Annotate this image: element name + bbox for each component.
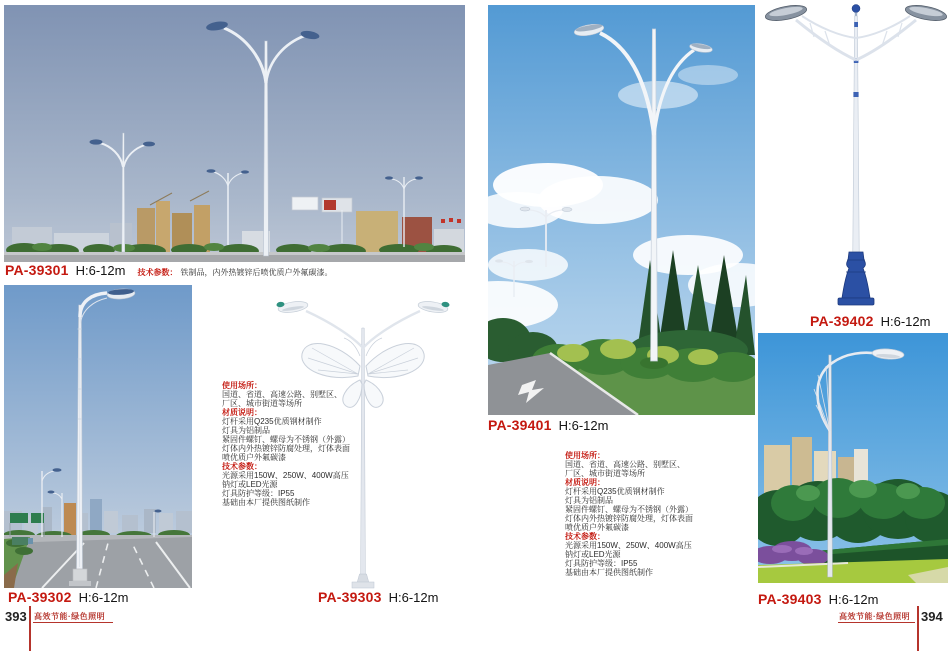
product-height: H:6-12m — [78, 590, 129, 605]
product-height: H:6-12m — [880, 314, 931, 329]
product-code: PA-39403 — [758, 591, 822, 607]
photo-pa-39302-highway-scene — [4, 285, 192, 588]
spec-line: 国道、省道、高速公路、别墅区、 — [222, 390, 342, 399]
footer-slogan-right: 高效节能·绿色照明 — [839, 612, 911, 621]
street-scene-graphic — [4, 5, 465, 262]
product-height: H:6-12m — [558, 418, 609, 433]
caption-pa-39301 — [5, 262, 332, 278]
spec-line: 灯具为铝制品 — [565, 496, 613, 505]
photo-pa-39301-street-scene — [4, 5, 465, 262]
spec-line: 钠灯或LED光源 — [565, 550, 621, 559]
caption-pa-39401 — [488, 417, 608, 433]
spec-usage-title: 使用场所： — [222, 381, 262, 390]
tech-note-title: 技术参数： — [137, 268, 178, 277]
spec-tech-title: 技术参数： — [222, 462, 262, 471]
footer-divider-right — [917, 606, 919, 651]
product-code: PA-39303 — [318, 589, 382, 605]
spec-line: 喷优质户外氟碳漆 — [565, 523, 629, 532]
sky-scene-graphic — [488, 5, 755, 415]
spec-usage-title: 使用场所： — [565, 451, 605, 460]
caption-pa-39303 — [318, 589, 438, 605]
spec-block-left — [222, 381, 350, 507]
product-code: PA-39401 — [488, 417, 552, 433]
caption-pa-39402 — [810, 313, 930, 329]
footer-slogan-left: 高效节能·绿色照明 — [34, 612, 106, 621]
spec-line: 光源采用150W、250W、400W高压 — [222, 471, 349, 480]
product-height: H:6-12m — [828, 592, 879, 607]
spec-line: 灯具防护等级：IP55 — [565, 559, 638, 568]
render-pa-39402-double-arm-lamp — [762, 0, 950, 310]
spec-line: 喷优质户外氟碳漆 — [222, 453, 286, 462]
product-code: PA-39302 — [8, 589, 72, 605]
page-number-left: 393 — [5, 609, 27, 624]
photo-pa-39401-sky-scene — [488, 5, 755, 415]
spec-line: 灯体内外热镀锌防腐处理，灯体表面 — [222, 444, 350, 453]
product-height: H:6-12m — [388, 590, 439, 605]
page-number-right: 394 — [921, 609, 943, 624]
spec-line: 光源采用150W、250W、400W高压 — [565, 541, 692, 550]
spec-line: 国道、省道、高速公路、别墅区、 — [565, 460, 685, 469]
spec-line: 紧固件螺钉、螺母为不锈钢（外露） — [565, 505, 693, 514]
caption-pa-39302 — [8, 589, 128, 605]
product-height: H:6-12m — [75, 263, 126, 278]
spec-line: 灯杆采用Q235优质钢材制作 — [222, 417, 322, 426]
spec-line: 灯杆采用Q235优质钢材制作 — [565, 487, 665, 496]
park-scene-graphic — [758, 333, 948, 583]
spec-line: 灯具防护等级：IP55 — [222, 489, 295, 498]
footer-divider-left — [29, 606, 31, 651]
spec-tech-title: 技术参数： — [565, 532, 605, 541]
spec-line: 钠灯或LED光源 — [222, 480, 278, 489]
spec-material-title: 材质说明： — [565, 478, 605, 487]
spec-line: 厂区、城市街道等场所 — [222, 399, 302, 408]
spec-line: 基础由本厂提供图纸制作 — [565, 568, 653, 577]
product-code: PA-39301 — [5, 262, 69, 278]
caption-pa-39403 — [758, 591, 878, 607]
double-arm-lamp-graphic — [762, 0, 950, 310]
spec-material-title: 材质说明： — [222, 408, 262, 417]
spec-block-right — [565, 451, 693, 577]
spec-line: 厂区、城市街道等场所 — [565, 469, 645, 478]
tree-band — [758, 478, 948, 546]
spec-line: 紧固件螺钉、螺母为不锈钢（外露） — [222, 435, 350, 444]
spec-line: 基础由本厂提供图纸制作 — [222, 498, 310, 507]
tech-note-text: 铁制品，内外热镀锌后喷优质户外氟碳漆。 — [180, 268, 333, 277]
footer-underline-right — [838, 622, 915, 623]
product-code: PA-39402 — [810, 313, 874, 329]
highway-scene-graphic — [4, 285, 192, 588]
photo-pa-39403-park-scene — [758, 333, 948, 583]
spec-line: 灯体内外热镀锌防腐处理，灯体表面 — [565, 514, 693, 523]
footer-underline-left — [33, 622, 113, 623]
spec-line: 灯具为铝制品 — [222, 426, 270, 435]
